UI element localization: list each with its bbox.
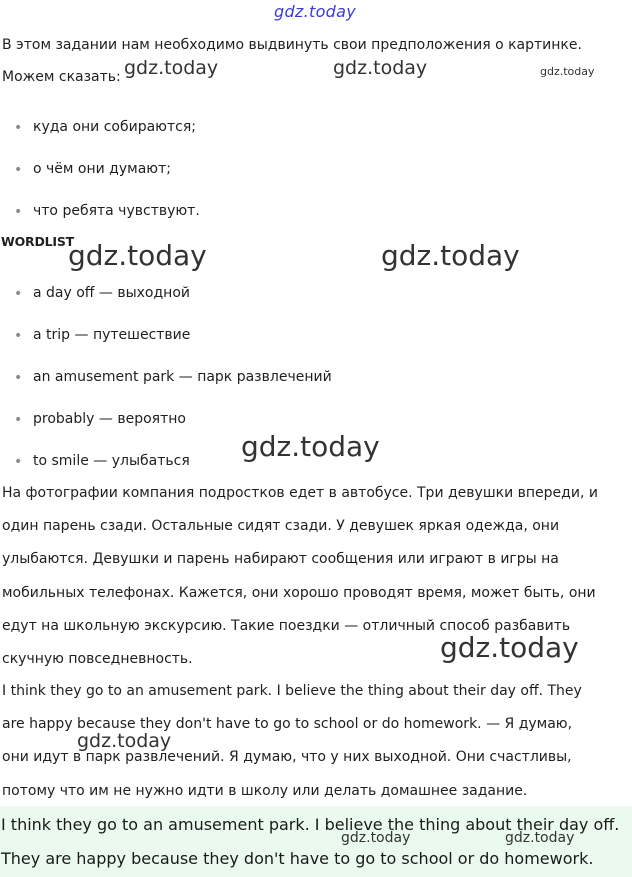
bullet-icon: •	[14, 286, 23, 302]
description-line: мобильных телефонах. Кажется, они хорошо проводят время, может быть, они	[2, 585, 596, 601]
answer-line: I think they go to an amusement park. I believe the thing about their day off.	[1, 815, 620, 834]
watermark: gdz.today	[440, 631, 579, 664]
bullet-icon: •	[14, 120, 23, 136]
translation-line: I think they go to an amusement park. I believe the thing about their day off. They	[2, 683, 582, 699]
list-item: куда они собираются;	[33, 119, 196, 135]
watermark: gdz.today	[77, 730, 172, 752]
list-item: probably — вероятно	[33, 411, 186, 427]
list-item: о чём они думают;	[33, 161, 171, 177]
description-line: улыбаются. Девушки и парень набирают сообщения или играют в игры на	[2, 551, 559, 567]
list-item: an amusement park — парк развлечений	[33, 369, 332, 385]
watermark: gdz.today	[68, 239, 207, 272]
answer-line: They are happy because they don't have to go to school or do homework.	[1, 849, 594, 868]
watermark: gdz.today	[381, 239, 520, 272]
site-logo[interactable]: gdz.today	[274, 2, 356, 21]
list-item: to smile — улыбаться	[33, 453, 190, 469]
bullet-icon: •	[14, 328, 23, 344]
bullet-icon: •	[14, 204, 23, 220]
translation-line: are happy because they don't have to go to school or do homework. — Я думаю,	[2, 716, 573, 732]
wordlist-heading: WORDLIST	[1, 234, 74, 249]
watermark: gdz.today	[341, 830, 411, 846]
description-line: один парень сзади. Остальные сидят сзади. У девушек яркая одежда, они	[2, 518, 560, 534]
bullet-icon: •	[14, 412, 23, 428]
bullet-icon: •	[14, 454, 23, 470]
list-item: a day off — выходной	[33, 285, 190, 301]
watermark: gdz.today	[505, 830, 575, 846]
list-item: что ребята чувствуют.	[33, 203, 200, 219]
description-line: едут на школьную экскурсию. Такие поездки — отличный способ разбавить	[2, 618, 571, 634]
intro-line-1: В этом задании нам необходимо выдвинуть свои предположения о картинке.	[2, 37, 582, 53]
watermark: gdz.today	[124, 57, 219, 79]
bullet-icon: •	[14, 370, 23, 386]
list-item: a trip — путешествие	[33, 327, 191, 343]
intro-line-2: Можем сказать:	[2, 69, 121, 85]
translation-line: они идут в парк развлечений. Я думаю, что у них выходной. Они счастливы,	[2, 749, 572, 765]
watermark: gdz.today	[540, 65, 595, 78]
translation-line: потому что им не нужно идти в школу или делать домашнее задание.	[2, 783, 528, 799]
watermark: gdz.today	[333, 57, 428, 79]
watermark: gdz.today	[241, 430, 380, 463]
description-line: На фотографии компания подростков едет в автобусе. Три девушки впереди, и	[2, 485, 598, 501]
bullet-icon: •	[14, 162, 23, 178]
description-line: скучную повседневность.	[2, 651, 193, 667]
